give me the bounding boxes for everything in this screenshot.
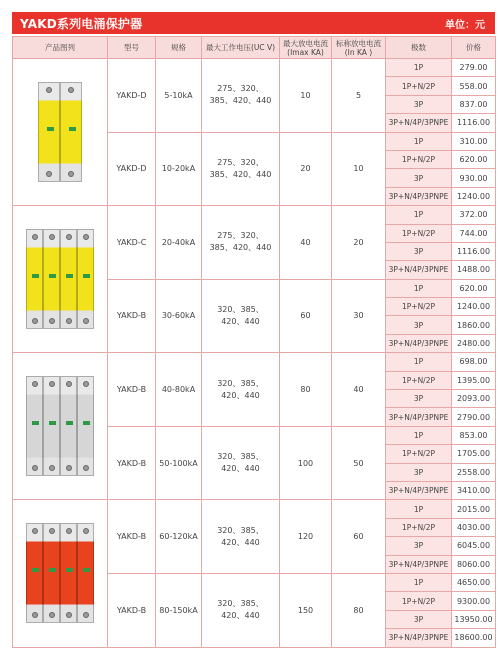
status-window	[49, 274, 56, 278]
voltage-line: 420、440	[221, 537, 260, 547]
model-cell: YAKD-B	[108, 500, 156, 574]
imax-cell: 120	[280, 500, 332, 574]
terminal-screw	[46, 87, 52, 93]
status-window	[66, 421, 73, 425]
price-cell: 6045.00	[452, 537, 496, 555]
voltage-cell	[202, 59, 280, 133]
voltage-line: 320、385、	[217, 378, 264, 388]
voltage-line: 275、320、	[217, 157, 264, 167]
price-cell: 1860.00	[452, 316, 496, 334]
terminal-screw	[68, 87, 74, 93]
model-cell: YAKD-D	[108, 59, 156, 133]
pole-cell: 1P	[386, 132, 452, 150]
price-cell: 558.00	[452, 77, 496, 95]
pole-cell: 3P	[386, 610, 452, 628]
pole-cell: 3P+N/4P/3PNPE	[386, 555, 452, 573]
pole-cell: 1P	[386, 353, 452, 371]
terminal-screw	[83, 612, 89, 618]
spec-cell: 10-20kA	[156, 132, 202, 206]
status-window	[32, 421, 39, 425]
spec-cell: 60-120kA	[156, 500, 202, 574]
model-cell: YAKD-C	[108, 206, 156, 280]
terminal-screw	[46, 171, 52, 177]
surge-protector-image	[38, 82, 82, 182]
price-cell: 1240.00	[452, 187, 496, 205]
inom-cell: 60	[332, 500, 386, 574]
price-cell: 1240.00	[452, 298, 496, 316]
table-body	[13, 59, 496, 648]
product-image-cell	[13, 500, 108, 647]
inom-cell: 40	[332, 353, 386, 427]
product-image-cell	[13, 353, 108, 500]
imax-cell: 20	[280, 132, 332, 206]
device-module	[77, 229, 94, 329]
terminal-screw	[83, 234, 89, 240]
surge-protector-image	[26, 229, 94, 329]
col-header-imax: 最大放电电流(Imax KA)	[280, 37, 332, 59]
price-cell: 8060.00	[452, 555, 496, 573]
device-module	[77, 376, 94, 476]
device-module	[26, 229, 43, 329]
terminal-screw	[49, 465, 55, 471]
voltage-cell	[202, 353, 280, 427]
status-window	[83, 274, 90, 278]
model-cell: YAKD-B	[108, 426, 156, 500]
pole-cell: 3P	[386, 463, 452, 481]
price-cell: 2093.00	[452, 390, 496, 408]
pole-cell: 3P+N/4P/3PNPE	[386, 629, 452, 647]
inom-cell: 50	[332, 426, 386, 500]
spec-cell: 40-80kA	[156, 353, 202, 427]
model-cell: YAKD-B	[108, 279, 156, 353]
pole-cell: 3P	[386, 537, 452, 555]
price-cell: 620.00	[452, 150, 496, 168]
device-module	[60, 82, 82, 182]
voltage-line: 420、440	[221, 611, 260, 621]
terminal-screw	[49, 318, 55, 324]
model-cell: YAKD-B	[108, 573, 156, 647]
pole-cell: 1P+N/2P	[386, 592, 452, 610]
status-window	[32, 274, 39, 278]
voltage-line: 320、385、	[217, 304, 264, 314]
pole-cell: 1P+N/2P	[386, 77, 452, 95]
voltage-line: 420、440	[221, 390, 260, 400]
pole-cell: 3P	[386, 390, 452, 408]
col-header-model: 型号	[108, 37, 156, 59]
pole-cell: 3P+N/4P/3PNPE	[386, 187, 452, 205]
device-module	[60, 229, 77, 329]
price-cell: 1116.00	[452, 114, 496, 132]
terminal-screw	[66, 381, 72, 387]
col-header-voltage: 最大工作电压(UC V)	[202, 37, 280, 59]
price-cell: 620.00	[452, 279, 496, 297]
pole-cell: 3P+N/4P/3PNPE	[386, 481, 452, 499]
col-header-inom: 标称放电电流(In KA )	[332, 37, 386, 59]
pole-cell: 3P+N/4P/3PNPE	[386, 114, 452, 132]
spec-cell: 20-40kA	[156, 206, 202, 280]
price-cell: 13950.00	[452, 610, 496, 628]
device-module	[77, 523, 94, 623]
terminal-screw	[66, 234, 72, 240]
device-module	[43, 523, 60, 623]
imax-cell: 80	[280, 353, 332, 427]
pole-cell: 1P	[386, 426, 452, 444]
voltage-cell	[202, 206, 280, 280]
price-cell: 853.00	[452, 426, 496, 444]
terminal-screw	[66, 465, 72, 471]
imax-cell: 60	[280, 279, 332, 353]
pole-cell: 3P	[386, 95, 452, 113]
terminal-screw	[32, 318, 38, 324]
terminal-screw	[32, 234, 38, 240]
terminal-screw	[32, 381, 38, 387]
status-window	[49, 568, 56, 572]
price-cell: 1488.00	[452, 261, 496, 279]
terminal-screw	[66, 612, 72, 618]
voltage-line: 420、440	[221, 316, 260, 326]
voltage-cell	[202, 132, 280, 206]
voltage-line: 275、320、	[217, 231, 264, 241]
voltage-line: 385、420、440	[209, 169, 272, 179]
status-window	[32, 568, 39, 572]
voltage-line: 385、420、440	[209, 243, 272, 253]
pole-cell: 3P+N/4P/3PNPE	[386, 261, 452, 279]
status-window	[49, 421, 56, 425]
inom-cell: 10	[332, 132, 386, 206]
price-cell: 698.00	[452, 353, 496, 371]
terminal-screw	[49, 612, 55, 618]
status-window	[66, 274, 73, 278]
surge-protector-image	[26, 376, 94, 476]
voltage-line: 320、385、	[217, 599, 264, 609]
pole-cell: 1P	[386, 59, 452, 77]
terminal-screw	[49, 381, 55, 387]
title-bar	[12, 12, 495, 34]
pole-cell: 1P+N/2P	[386, 518, 452, 536]
terminal-screw	[32, 465, 38, 471]
product-image-cell	[13, 59, 108, 206]
price-cell: 372.00	[452, 206, 496, 224]
voltage-line: 275、320、	[217, 84, 264, 94]
price-cell: 2015.00	[452, 500, 496, 518]
price-cell: 310.00	[452, 132, 496, 150]
product-image-cell	[13, 206, 108, 353]
status-window	[47, 127, 54, 131]
voltage-line: 320、385、	[217, 452, 264, 462]
spec-cell: 5-10kA	[156, 59, 202, 133]
spec-cell: 50-100kA	[156, 426, 202, 500]
imax-cell: 100	[280, 426, 332, 500]
status-window	[83, 568, 90, 572]
pole-cell: 3P+N/4P/3PNPE	[386, 408, 452, 426]
device-module	[38, 82, 60, 182]
table-row	[13, 500, 496, 518]
pole-cell: 1P+N/2P	[386, 371, 452, 389]
price-cell: 9300.00	[452, 592, 496, 610]
price-cell: 3410.00	[452, 481, 496, 499]
table-row	[13, 353, 496, 371]
pole-cell: 1P	[386, 573, 452, 591]
col-header-poles: 极数	[386, 37, 452, 59]
table-row	[13, 59, 496, 77]
pole-cell: 3P+N/4P/3PNPE	[386, 334, 452, 352]
imax-cell: 10	[280, 59, 332, 133]
pole-cell: 3P	[386, 316, 452, 334]
price-unit: 单位：元	[445, 19, 485, 31]
pole-cell: 1P+N/2P	[386, 150, 452, 168]
pole-cell: 3P	[386, 169, 452, 187]
terminal-screw	[49, 234, 55, 240]
terminal-screw	[32, 612, 38, 618]
pole-cell: 3P	[386, 242, 452, 260]
device-module	[60, 376, 77, 476]
price-cell: 1395.00	[452, 371, 496, 389]
price-table	[12, 36, 496, 648]
inom-cell: 30	[332, 279, 386, 353]
device-module	[43, 376, 60, 476]
page-title: YAKD系列电涌保护器	[20, 16, 143, 31]
terminal-screw	[68, 171, 74, 177]
price-cell: 837.00	[452, 95, 496, 113]
col-header-price: 价格	[452, 37, 496, 59]
terminal-screw	[66, 318, 72, 324]
voltage-line: 420、440	[221, 464, 260, 474]
voltage-line: 385、420、440	[209, 96, 272, 106]
table-header-row	[13, 37, 496, 59]
price-cell: 930.00	[452, 169, 496, 187]
terminal-screw	[83, 381, 89, 387]
pole-cell: 1P+N/2P	[386, 445, 452, 463]
table-row	[13, 206, 496, 224]
model-cell: YAKD-D	[108, 132, 156, 206]
status-window	[69, 127, 76, 131]
voltage-cell	[202, 573, 280, 647]
terminal-screw	[49, 528, 55, 534]
col-header-image: 产品图列	[13, 37, 108, 59]
device-module	[26, 523, 43, 623]
spec-cell: 80-150kA	[156, 573, 202, 647]
pole-cell: 1P+N/2P	[386, 224, 452, 242]
terminal-screw	[32, 528, 38, 534]
inom-cell: 5	[332, 59, 386, 133]
inom-cell: 20	[332, 206, 386, 280]
surge-protector-image	[26, 523, 94, 623]
voltage-line: 320、385、	[217, 525, 264, 535]
inom-cell: 80	[332, 573, 386, 647]
voltage-cell	[202, 279, 280, 353]
price-cell: 4650.00	[452, 573, 496, 591]
terminal-screw	[83, 318, 89, 324]
model-cell: YAKD-B	[108, 353, 156, 427]
terminal-screw	[83, 465, 89, 471]
price-cell: 2480.00	[452, 334, 496, 352]
voltage-cell	[202, 426, 280, 500]
spec-cell: 30-60kA	[156, 279, 202, 353]
price-cell: 279.00	[452, 59, 496, 77]
device-module	[43, 229, 60, 329]
price-cell: 1705.00	[452, 445, 496, 463]
voltage-cell	[202, 500, 280, 574]
pole-cell: 1P	[386, 500, 452, 518]
price-cell: 1116.00	[452, 242, 496, 260]
price-cell: 2790.00	[452, 408, 496, 426]
price-cell: 18600.00	[452, 629, 496, 647]
price-cell: 744.00	[452, 224, 496, 242]
status-window	[66, 568, 73, 572]
pole-cell: 1P	[386, 279, 452, 297]
price-cell: 4030.00	[452, 518, 496, 536]
imax-cell: 40	[280, 206, 332, 280]
col-header-spec: 规格	[156, 37, 202, 59]
pole-cell: 1P+N/2P	[386, 298, 452, 316]
price-cell: 2558.00	[452, 463, 496, 481]
imax-cell: 150	[280, 573, 332, 647]
pole-cell: 1P	[386, 206, 452, 224]
terminal-screw	[66, 528, 72, 534]
status-window	[83, 421, 90, 425]
device-module	[26, 376, 43, 476]
device-module	[60, 523, 77, 623]
terminal-screw	[83, 528, 89, 534]
